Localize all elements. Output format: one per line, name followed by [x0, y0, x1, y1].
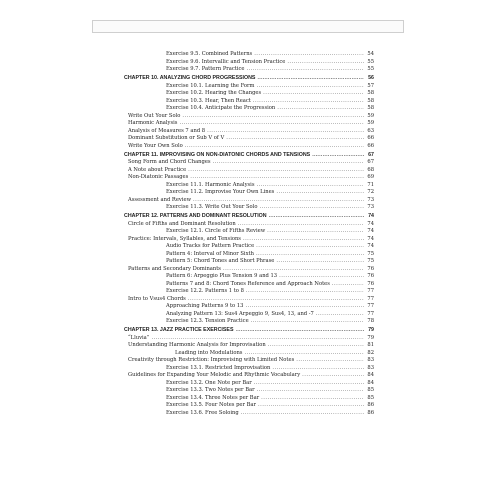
dot-leader [263, 90, 364, 98]
toc-entry-title: Exercise 13.6. Free Soloing [166, 409, 239, 416]
toc-entry[interactable] [124, 59, 374, 67]
toc-entry-page-number: 74 [367, 243, 374, 249]
toc-entry-title: Pattern 4: Interval of Minor Sixth [166, 250, 254, 257]
toc-entry[interactable] [124, 105, 374, 113]
toc-entry[interactable] [124, 296, 374, 304]
toc-entry[interactable] [124, 258, 374, 266]
toc-entry-page-number: 72 [367, 189, 374, 195]
dot-leader [261, 395, 364, 403]
toc-entry-page-number: 83 [367, 357, 374, 363]
toc-entry-page-number: 75 [367, 258, 374, 264]
toc-entry[interactable] [124, 174, 374, 182]
toc-entry[interactable] [124, 159, 374, 167]
toc-entry[interactable] [124, 66, 374, 74]
toc-entry-page-number: 58 [367, 90, 374, 96]
dot-leader [193, 197, 364, 205]
dot-leader [279, 273, 364, 281]
toc-entry-title: Understanding Harmonic Analysis for Improvisation [128, 342, 266, 348]
dot-leader [236, 327, 365, 335]
toc-entry-page-number: 78 [367, 318, 374, 324]
toc-entry-page-number: 86 [367, 409, 374, 416]
toc-entry-title: Exercise 10.4. Anticipate the Progression [166, 105, 276, 111]
dot-leader [257, 387, 364, 395]
dot-leader [312, 152, 364, 160]
toc-entry-title: Guidelines for Expanding Your Melodic and Rhythmic Vocabulary [128, 372, 301, 378]
toc-entry-page-number: 77 [367, 295, 374, 302]
dot-leader [272, 365, 364, 373]
toc-entry-title: Assessment and Review [128, 196, 192, 203]
toc-entry-page-number: 59 [367, 120, 374, 126]
dot-leader [277, 105, 364, 113]
toc-entry-title: “Lluvia” [128, 334, 150, 341]
toc-entry-page-number: 54 [367, 51, 374, 57]
toc-entry[interactable] [124, 251, 374, 259]
toc-entry-page-number: 73 [367, 196, 374, 203]
toc-entry[interactable] [124, 236, 374, 244]
dot-leader [182, 113, 364, 121]
toc-entry[interactable] [124, 182, 374, 190]
toc-entry-page-number: 58 [367, 105, 374, 111]
toc-entry-page-number: 76 [367, 273, 374, 279]
toc-entry-title: Exercise 12.3. Tension Practice [166, 318, 249, 324]
toc-entry-title: Approaching Patterns 9 to 13 [166, 303, 244, 309]
dot-leader [238, 221, 364, 229]
toc-entry[interactable] [124, 311, 374, 319]
toc-entry-page-number: 67 [367, 159, 374, 165]
toc-entry-title: Exercise 11.1. Harmonic Analysis [166, 181, 255, 188]
toc-entry[interactable] [124, 51, 374, 59]
dot-leader [243, 236, 364, 244]
toc-entry-title: Exercise 11.2. Improvise Your Own Lines [166, 189, 275, 195]
toc-entry-page-number: 83 [367, 364, 374, 371]
dot-leader [245, 303, 364, 311]
dot-leader [246, 288, 364, 296]
dot-leader [256, 251, 364, 259]
toc-entry-title: Practice: Intervals, Syllables, and Tensions [128, 235, 241, 242]
toc-chapter-entry[interactable] [124, 327, 374, 335]
toc-entry-title: CHAPTER 11. IMPROVISING ON NON-DIATONIC CHORDS AND TENSIONS [124, 151, 311, 158]
toc-entry-page-number: 66 [367, 142, 374, 149]
dot-leader [316, 311, 364, 319]
dot-leader [287, 59, 364, 67]
toc-entry[interactable] [124, 335, 374, 343]
toc-entry-page-number: 81 [367, 342, 374, 348]
page-header-bar [92, 20, 404, 33]
toc-entry-title: CHAPTER 13. JAZZ PRACTICE EXERCISES [124, 327, 234, 333]
toc-entry-page-number: 55 [367, 66, 374, 72]
toc-entry-title: Exercise 9.6. Intervallic and Tension Practice [166, 58, 286, 65]
toc-entry-title: Audio Tracks for Pattern Practice [166, 243, 255, 249]
toc-entry[interactable] [124, 288, 374, 296]
toc-entry-page-number: 79 [368, 327, 374, 333]
dot-leader [276, 258, 364, 266]
toc-entry[interactable] [124, 387, 374, 395]
toc-entry[interactable] [124, 204, 374, 212]
toc-entry-title: CHAPTER 10. ANALYZING CHORD PROGRESSIONS [124, 75, 256, 81]
toc-entry-title: Write Out Your Solo [128, 112, 181, 119]
toc-entry[interactable] [124, 372, 374, 380]
toc-entry-title: Exercise 10.2. Hearing the Changes [166, 90, 262, 96]
dot-leader [241, 410, 364, 418]
dot-leader [188, 167, 364, 175]
toc-entry-page-number: 79 [367, 334, 374, 341]
toc-entry-title: Exercise 13.5. Four Notes per Bar [166, 402, 256, 408]
toc-entry-page-number: 82 [367, 349, 374, 356]
toc-entry[interactable] [124, 128, 374, 136]
dot-leader [257, 75, 364, 83]
toc-entry-title: Analyzing Pattern 13: Sus4 Arpeggio 9, Sus4, 13, and -7 [166, 310, 314, 317]
toc-entry-page-number: 74 [367, 235, 374, 242]
toc-entry[interactable] [124, 197, 374, 205]
dot-leader [254, 51, 364, 59]
dot-leader [253, 98, 364, 106]
toc-entry-page-number: 77 [367, 288, 374, 294]
toc-entry-page-number: 77 [367, 310, 374, 317]
toc-entry-title: Circle of Fifths and Dominant Resolution [128, 220, 236, 227]
dot-leader [223, 266, 364, 274]
toc-entry-page-number: 85 [367, 394, 374, 401]
toc-chapter-entry[interactable] [124, 152, 374, 160]
toc-entry-title: Patterns 7 and 8: Chord Tones Reference and Approach Notes [166, 280, 330, 287]
toc-entry[interactable] [124, 167, 374, 175]
toc-entry[interactable] [124, 357, 374, 365]
dot-leader [256, 83, 364, 91]
toc-entry[interactable] [124, 221, 374, 229]
toc-entry[interactable] [124, 273, 374, 281]
toc-entry[interactable] [124, 410, 374, 418]
dot-leader [247, 66, 364, 74]
toc-entry-page-number: 85 [367, 387, 374, 393]
toc-entry-page-number: 74 [367, 220, 374, 227]
dot-leader [332, 281, 364, 289]
toc-entry-page-number: 73 [367, 204, 374, 210]
toc-entry-title: Dominant Substitution or Sub V of V [128, 135, 225, 141]
toc-entry-page-number: 59 [367, 112, 374, 119]
toc-entry-title: Exercise 13.1. Restricted Improvisation [166, 364, 271, 371]
dot-leader [207, 128, 364, 136]
toc-entry[interactable] [124, 303, 374, 311]
toc-entry-title: Exercise 13.4. Three Notes per Bar [166, 394, 260, 401]
toc-entry-title: CHAPTER 12. PATTERNS AND DOMINANT RESOLUTION [124, 213, 267, 219]
toc-chapter-entry[interactable] [124, 213, 374, 221]
dot-leader [226, 135, 364, 143]
dot-leader [259, 204, 364, 212]
toc-entry[interactable] [124, 266, 374, 274]
toc-entry[interactable] [124, 395, 374, 403]
dot-leader [190, 174, 364, 182]
dot-leader [254, 380, 364, 388]
toc-entry-title: Exercise 9.5. Combined Patterns [166, 51, 253, 57]
toc-entry[interactable] [124, 83, 374, 91]
toc-entry-page-number: 56 [368, 75, 374, 81]
toc-entry-title: Pattern 6: Arpeggio Plus Tension 9 and 13 [166, 273, 278, 279]
toc-entry-page-number: 74 [367, 228, 374, 234]
toc-entry-title: Analysis of Measures 7 and 8 [128, 127, 206, 134]
dot-leader [185, 143, 364, 151]
dot-leader [269, 213, 364, 221]
toc-entry-page-number: 84 [367, 379, 374, 386]
toc-entry[interactable] [124, 402, 374, 410]
dot-leader [267, 228, 364, 236]
toc-entry-title: Exercise 9.7. Pattern Practice [166, 66, 245, 72]
toc-chapter-entry[interactable] [124, 75, 374, 83]
dot-leader [151, 335, 364, 343]
toc-entry-page-number: 76 [367, 280, 374, 287]
dot-leader [244, 350, 364, 358]
toc-entry[interactable] [124, 113, 374, 121]
dot-leader [257, 182, 364, 190]
toc-entry-title: Harmonic Analysis [128, 120, 178, 126]
toc-entry-page-number: 57 [367, 82, 374, 89]
toc-entry-page-number: 69 [367, 174, 374, 180]
dot-leader [179, 120, 364, 128]
toc-entry-title: Write Your Own Solo [128, 142, 183, 149]
toc-entry[interactable] [124, 135, 374, 143]
toc-entry-page-number: 84 [367, 372, 374, 378]
dot-leader [302, 372, 364, 380]
toc-entry-title: Creativity through Restriction: Improvising with Limited Notes [128, 357, 295, 363]
table-of-contents [124, 51, 374, 417]
toc-entry-title: Exercise 13.2. One Note per Bar [166, 379, 252, 386]
toc-entry[interactable] [124, 189, 374, 197]
toc-entry[interactable] [124, 281, 374, 289]
toc-entry-title: Pattern 5: Chord Tones and Short Phrase [166, 258, 275, 264]
toc-entry-title: Leading into Modulations [175, 349, 243, 356]
toc-entry[interactable] [124, 365, 374, 373]
dot-leader [268, 342, 364, 350]
toc-entry-title: Patterns and Secondary Dominants [128, 265, 221, 272]
toc-entry[interactable] [124, 143, 374, 151]
toc-entry-title: Intro to Vsus4 Chords [128, 295, 186, 302]
toc-entry[interactable] [124, 342, 374, 350]
toc-entry[interactable] [124, 380, 374, 388]
toc-entry[interactable] [124, 228, 374, 236]
toc-entry[interactable] [124, 120, 374, 128]
toc-entry-title: Exercise 12.1. Circle of Fifths Review [166, 228, 266, 234]
toc-entry-title: Exercise 12.2. Patterns 1 to 8 [166, 288, 244, 294]
dot-leader [251, 318, 364, 326]
toc-entry-title: Exercise 13.3. Two Notes per Bar [166, 387, 255, 393]
toc-entry-page-number: 76 [367, 265, 374, 272]
toc-entry-page-number: 86 [367, 402, 374, 408]
toc-entry-page-number: 68 [367, 166, 374, 173]
toc-entry-page-number: 55 [367, 58, 374, 65]
toc-entry-title: Exercise 11.3. Write Out Your Solo [166, 204, 258, 210]
dot-leader [188, 296, 364, 304]
toc-entry-page-number: 75 [367, 250, 374, 257]
dot-leader [213, 159, 364, 167]
toc-entry-page-number: 74 [368, 213, 374, 219]
dot-leader [256, 243, 364, 251]
dot-leader [276, 189, 364, 197]
toc-entry-title: Song Form and Chord Changes [128, 159, 211, 165]
toc-entry-title: Exercise 10.3. Hear, Then React [166, 97, 251, 104]
toc-entry[interactable] [124, 243, 374, 251]
toc-entry[interactable] [124, 318, 374, 326]
toc-entry[interactable] [124, 350, 374, 358]
toc-entry[interactable] [124, 90, 374, 98]
toc-entry-page-number: 66 [367, 135, 374, 141]
toc-entry-page-number: 77 [367, 303, 374, 309]
dot-leader [258, 402, 364, 410]
toc-entry-page-number: 58 [367, 97, 374, 104]
toc-entry-page-number: 63 [367, 127, 374, 134]
toc-entry-title: Exercise 10.1. Learning the Form [166, 82, 255, 89]
toc-entry-title: Non-Diatonic Passages [128, 174, 189, 180]
toc-entry[interactable] [124, 98, 374, 106]
toc-entry-page-number: 71 [367, 181, 374, 188]
dot-leader [296, 357, 364, 365]
toc-entry-title: A Note about Practice [128, 166, 187, 173]
toc-entry-page-number: 67 [368, 151, 374, 158]
